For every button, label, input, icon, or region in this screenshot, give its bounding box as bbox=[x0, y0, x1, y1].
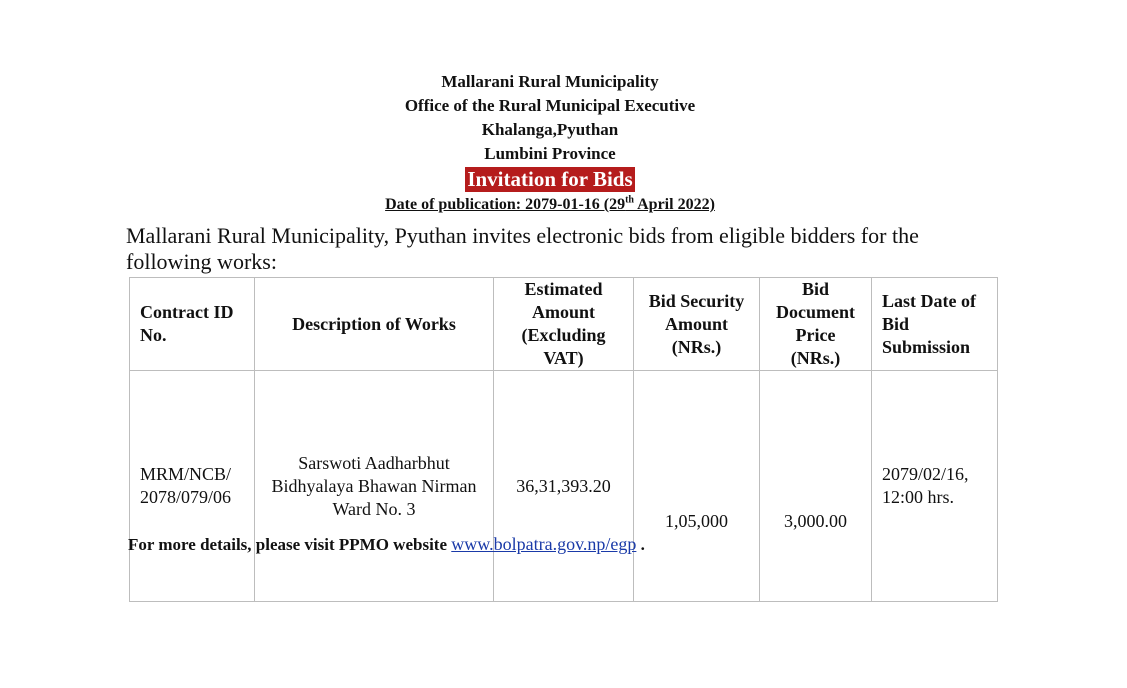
province: Lumbini Province bbox=[484, 144, 616, 163]
publication-date-suffix: April 2022) bbox=[634, 196, 715, 213]
cell-bid-security: 1,05,000 bbox=[634, 371, 760, 602]
publication-date-prefix: Date of publication: 2079-01-16 (29 bbox=[385, 196, 626, 213]
header-bid-security: Bid Security Amount (NRs.) bbox=[634, 278, 760, 371]
header-description: Description of Works bbox=[255, 278, 494, 371]
ppmo-website-link[interactable]: www.bolpatra.gov.np/egp bbox=[451, 534, 637, 554]
cell-contract-id: MRM/NCB/ 2078/079/06 bbox=[130, 371, 255, 602]
cell-description: Sarswoti Aadharbhut Bidhyalaya Bhawan Nirman Ward No. 3 bbox=[255, 371, 494, 602]
header-estimated-amount: Estimated Amount (Excluding VAT) bbox=[494, 278, 634, 371]
notice-header bbox=[0, 70, 1100, 216]
footer-suffix: . bbox=[636, 535, 645, 554]
publication-date-sup: th bbox=[625, 194, 634, 206]
title-row bbox=[0, 167, 1100, 194]
table-row bbox=[130, 371, 998, 602]
cell-last-date: 2079/02/16, 12:00 hrs. bbox=[872, 371, 998, 602]
footer-text: For more details, please visit PPMO website bbox=[128, 535, 452, 554]
header-contract-id: Contract ID No. bbox=[130, 278, 255, 371]
notice-title: Invitation for Bids bbox=[467, 167, 633, 191]
org-name: Mallarani Rural Municipality bbox=[441, 72, 659, 91]
office-name: Office of the Rural Municipal Executive bbox=[404, 96, 696, 115]
intro-paragraph: Mallarani Rural Municipality, Pyuthan invites electronic bids from eligible bidders for the following works: bbox=[126, 223, 919, 274]
header-document-price: Bid Document Price (NRs.) bbox=[760, 278, 872, 371]
cell-document-price: 3,000.00 bbox=[760, 371, 872, 602]
cell-estimated-amount: 36,31,393.20 bbox=[494, 371, 634, 602]
header-last-date: Last Date of Bid Submission bbox=[872, 278, 998, 371]
location: Khalanga,Pyuthan bbox=[481, 120, 619, 139]
publication-date bbox=[0, 194, 1100, 216]
table-header-row bbox=[130, 278, 998, 371]
footer-note bbox=[128, 534, 645, 555]
